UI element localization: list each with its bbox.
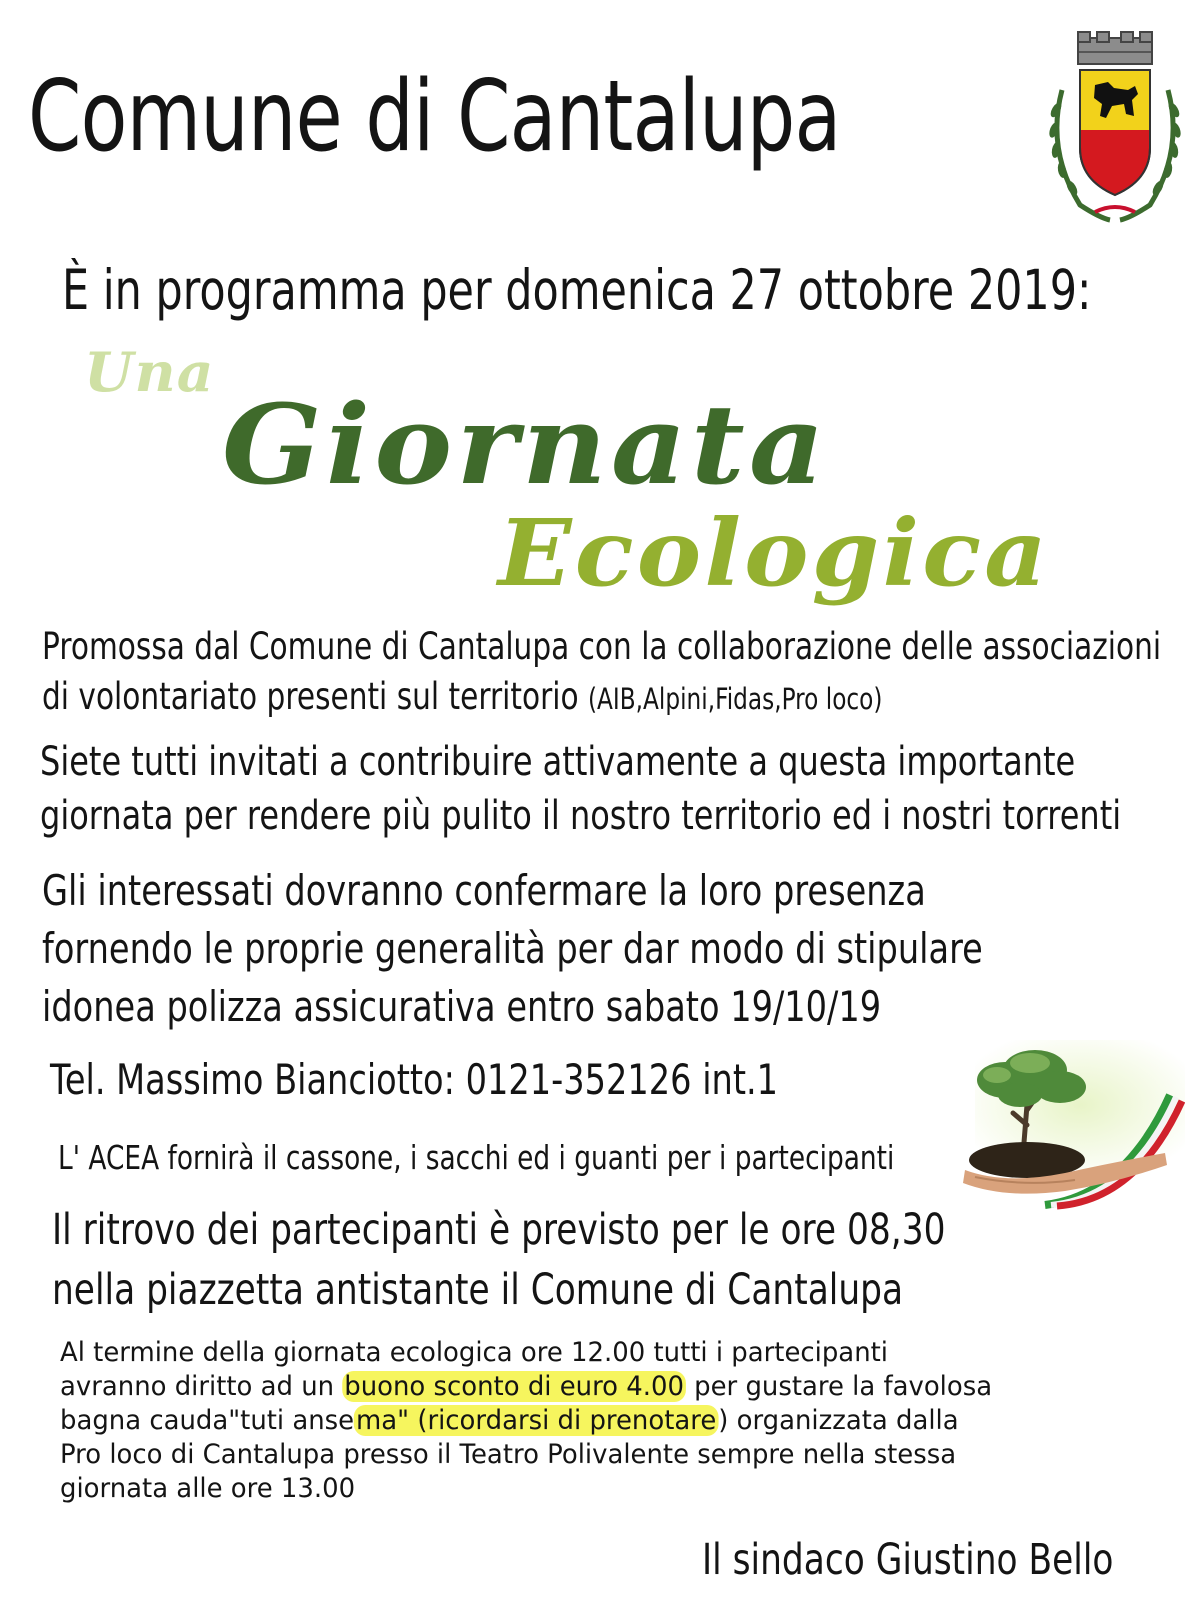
acea-note: L' ACEA fornirà il cassone, i sacchi ed i guanti per i partecipanti: [58, 1138, 895, 1177]
invite-line-2: giornata per rendere più pulito il nostro territorio ed i nostri torrenti: [40, 793, 1122, 839]
event-title-ecologica: Ecologica: [498, 499, 1051, 607]
invite-paragraph: [40, 735, 1121, 843]
meeting-line-1: Il ritrovo dei partecipanti è previsto per le ore 08,30: [52, 1205, 946, 1255]
confirmation-line-1: Gli interessati dovranno confermare la loro presenza: [42, 866, 926, 915]
associations-list: (AIB,Alpini,Fidas,Pro loco): [588, 682, 883, 716]
promo-line-2: di volontariato presenti sul territorio (AIB,Alpini,Fidas,Pro loco): [42, 675, 883, 718]
contact-phone: Tel. Massimo Bianciotto: 0121-352126 int.1: [50, 1055, 779, 1104]
closing-line-3: bagna cauda"tuti ansema" (ricordarsi di prenotare) organizzata dalla: [60, 1405, 959, 1436]
event-date-heading: È in programma per domenica 27 ottobre 2019:: [62, 258, 1092, 322]
confirmation-line-2: fornendo le proprie generalità per dar modo di stipulare: [42, 924, 983, 973]
highlight-reservation: ma" (ricordarsi di prenotare: [356, 1405, 717, 1436]
confirmation-line-3: idonea polizza assicurativa entro sabato 19/10/19: [42, 982, 882, 1031]
meeting-paragraph: [52, 1200, 946, 1320]
highlight-discount: buono sconto di euro 4.00: [344, 1371, 684, 1402]
invite-line-1: Siete tutti invitati a contribuire attivamente a questa importante: [40, 739, 1076, 785]
confirmation-paragraph: [42, 862, 983, 1036]
closing-paragraph: [60, 1336, 992, 1506]
closing-line-2: avranno diritto ad un buono sconto di euro 4.00 per gustare la favolosa: [60, 1371, 993, 1402]
closing-line-4: Pro loco di Cantalupa presso il Teatro Polivalente sempre nella stessa: [60, 1439, 957, 1470]
mayor-signature: Il sindaco Giustino Bello: [702, 1535, 1114, 1585]
promo-line-1: Promossa dal Comune di Cantalupa con la collaborazione delle associazioni: [42, 625, 1162, 668]
promo-paragraph: [42, 622, 1161, 724]
coat-of-arms-icon: [1040, 30, 1190, 230]
event-title-giornata: Giornata: [222, 380, 829, 509]
meeting-line-2: nella piazzetta antistante il Comune di Cantalupa: [52, 1265, 904, 1315]
closing-line-5: giornata alle ore 13.00: [60, 1473, 356, 1504]
event-title-una: Una: [84, 340, 215, 404]
page-title: Comune di Cantalupa: [28, 60, 841, 174]
closing-line-1: Al termine della giornata ecologica ore 12.00 tutti i partecipanti: [60, 1337, 888, 1368]
tree-in-hands-icon: [935, 1035, 1185, 1215]
